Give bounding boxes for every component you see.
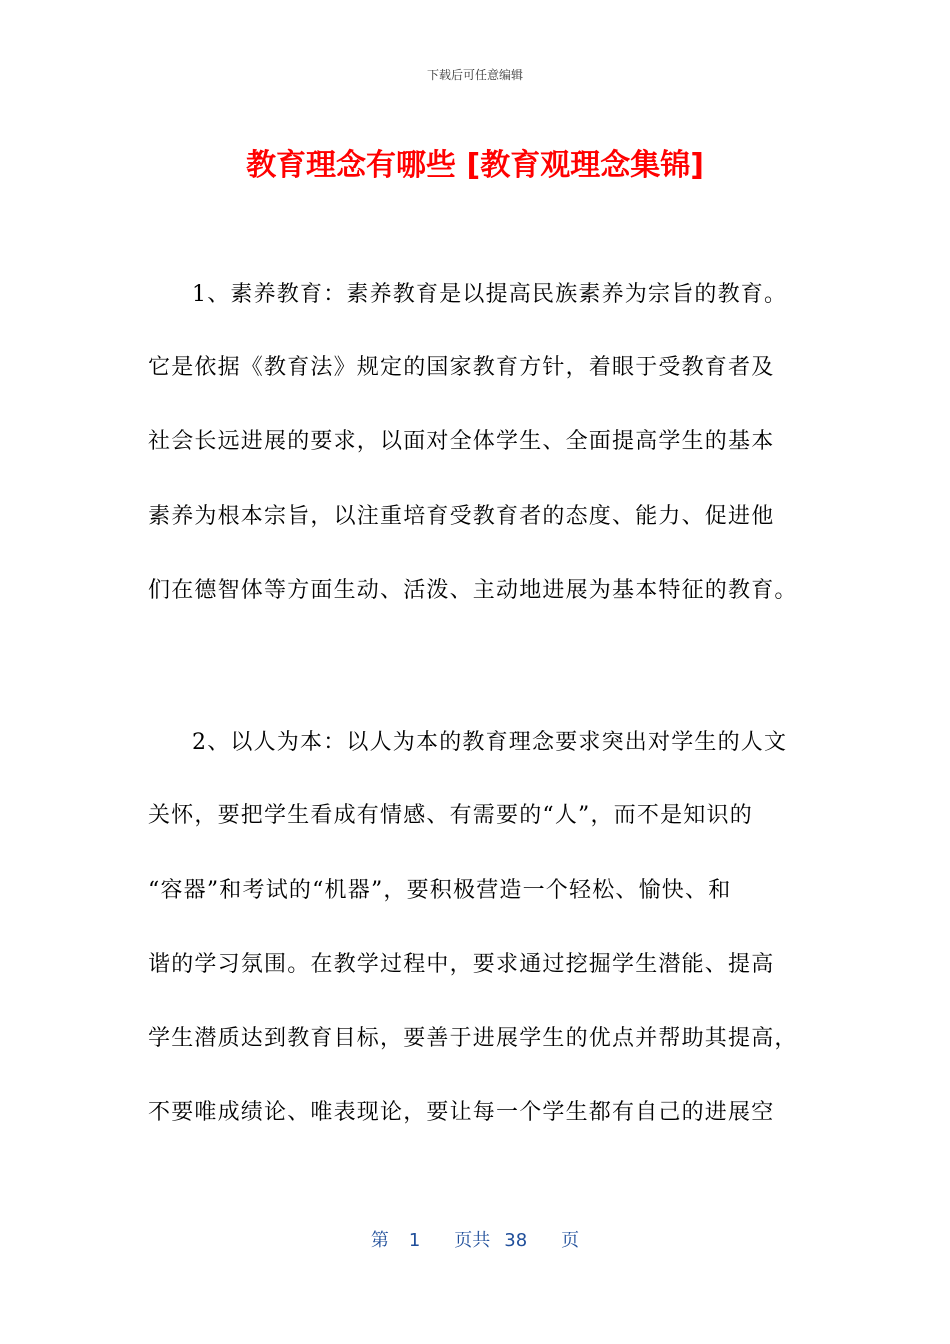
paragraph-line: 2、以人为本：以人为本的教育理念要求突出对学生的人文 bbox=[192, 730, 788, 755]
paragraph-line: 学生潜质达到教育目标，要善于进展学生的优点并帮助其提高， bbox=[148, 1026, 798, 1051]
footer-current-page: 1 bbox=[408, 1230, 421, 1251]
paragraph-line: 社会长远进展的要求，以面对全体学生、全面提高学生的基本 bbox=[148, 429, 775, 454]
document-title: 教育理念有哪些 [教育观理念集锦] bbox=[246, 148, 704, 183]
header-note: 下载后可任意编辑 bbox=[426, 68, 523, 82]
footer-prefix: 第 bbox=[370, 1230, 389, 1251]
paragraph-line: 谐的学习氛围。在教学过程中，要求通过挖掘学生潜能、提高 bbox=[148, 952, 775, 977]
paragraph-line: 不要唯成绩论、唯表现论，要让每一个学生都有自己的进展空 bbox=[148, 1100, 775, 1125]
paragraph-line: 它是依据《教育法》规定的国家教育方针，着眼于受教育者及 bbox=[148, 355, 775, 380]
footer-suffix: 页 bbox=[561, 1230, 580, 1251]
paragraph-line: 关怀，要把学生看成有情感、有需要的“人”，而不是知识的 bbox=[148, 803, 753, 828]
paragraph-line: “容器”和考试的“机器”，要积极营造一个轻松、愉快、和 bbox=[148, 878, 732, 903]
paragraph-line: 素养为根本宗旨，以注重培育受教育者的态度、能力、促进他 bbox=[148, 504, 775, 529]
paragraph-line: 们在德智体等方面生动、活泼、主动地进展为基本特征的教育。 bbox=[148, 578, 798, 603]
footer-total-pages: 38 bbox=[504, 1230, 528, 1251]
paragraph-line: 1、素养教育：素养教育是以提高民族素养为宗旨的教育。 bbox=[192, 282, 788, 307]
footer-middle: 页共 bbox=[454, 1230, 491, 1251]
page-number-footer bbox=[0, 1226, 950, 1252]
